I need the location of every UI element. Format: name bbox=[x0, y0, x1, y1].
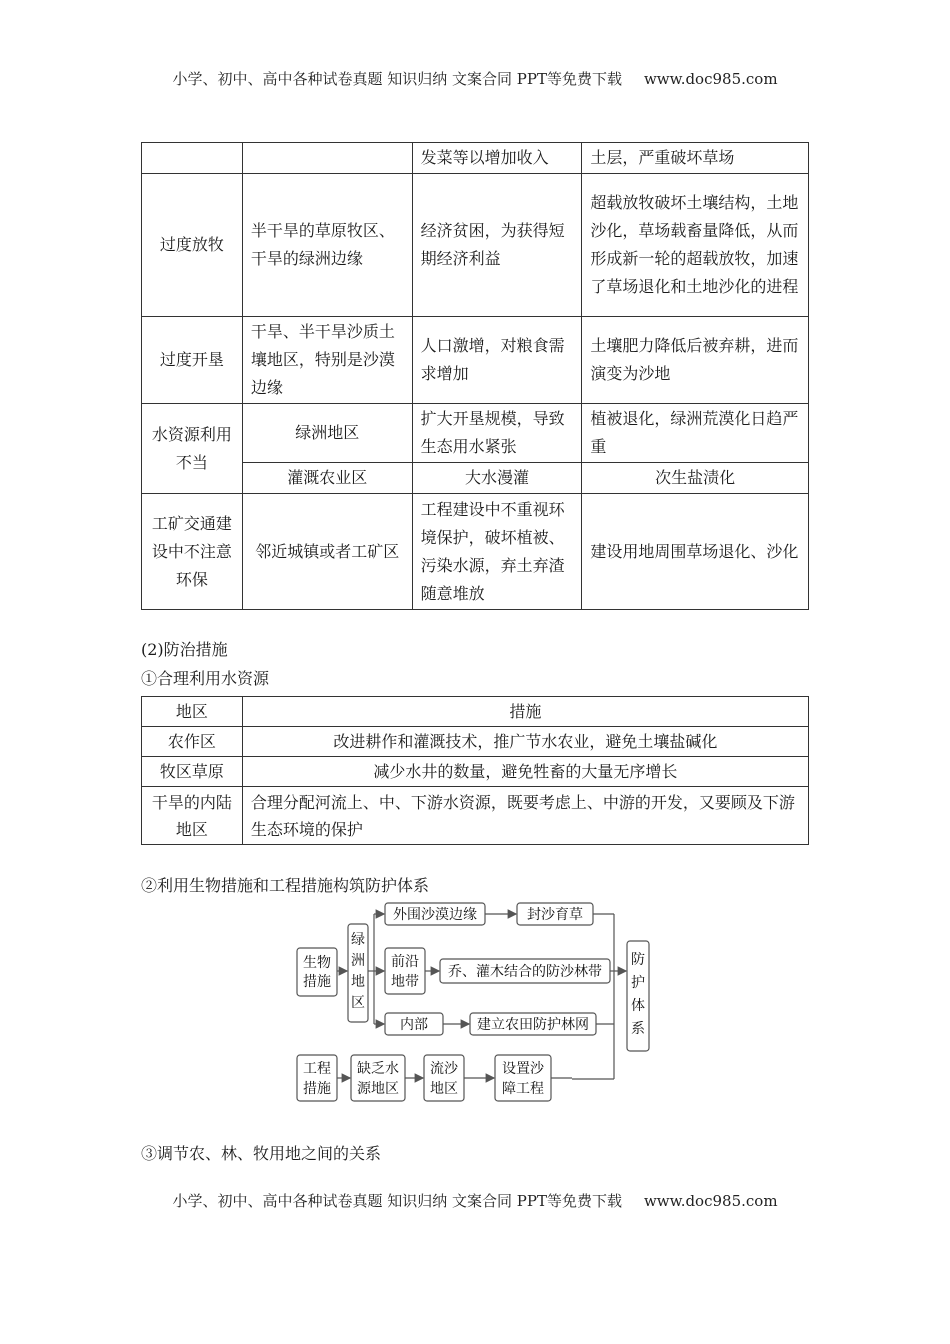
inner-text: 内部 bbox=[400, 1017, 428, 1033]
cell-reason: 人口激增，对粮食需求增加 bbox=[412, 317, 582, 404]
page-header bbox=[0, 68, 950, 89]
lack-water-text-1: 缺乏水 bbox=[357, 1061, 399, 1077]
table-row bbox=[142, 787, 809, 845]
cell-impact: 土壤肥力降低后被弃耕，进而演变为沙地 bbox=[582, 317, 809, 404]
cell-region: 灌溉农业区 bbox=[242, 463, 412, 494]
table-row bbox=[142, 757, 809, 787]
cell-region: 邻近城镇或者工矿区 bbox=[242, 494, 412, 610]
table-row bbox=[142, 317, 809, 404]
table-row bbox=[142, 404, 809, 463]
outer-edge-text: 外围沙漠边缘 bbox=[393, 907, 477, 923]
farmland-net-text: 建立农田防护林网 bbox=[477, 1017, 589, 1033]
table-row bbox=[142, 494, 809, 610]
sys-char-4: 系 bbox=[631, 1021, 645, 1037]
cell-impact: 次生盐渍化 bbox=[582, 463, 809, 494]
front-text-1: 前沿 bbox=[391, 954, 419, 970]
eng-text-1: 工程 bbox=[303, 1061, 331, 1077]
cell-cause: 工矿交通建设中不注意环保 bbox=[142, 494, 243, 610]
cell-impact: 土层，严重破坏草场 bbox=[582, 143, 809, 174]
cell-reason: 经济贫困，为获得短期经济利益 bbox=[412, 174, 582, 317]
header-text: 小学、初中、高中各种试卷真题 知识归纳 文案合同 PPT等免费下载 bbox=[172, 70, 622, 88]
oasis-char-2: 洲 bbox=[351, 953, 365, 969]
oasis-char-4: 区 bbox=[351, 995, 365, 1011]
cell-measure: 减少水井的数量，避免牲畜的大量无序增长 bbox=[242, 757, 808, 787]
header-region: 地区 bbox=[142, 697, 243, 727]
page-footer bbox=[0, 1190, 950, 1211]
front-text-2: 地带 bbox=[391, 974, 419, 990]
oasis-char-3: 地 bbox=[351, 974, 365, 990]
bio-text-1: 生物 bbox=[303, 955, 331, 971]
table-row bbox=[142, 727, 809, 757]
cell-region: 农作区 bbox=[142, 727, 243, 757]
cell-reason: 大水漫灌 bbox=[412, 463, 582, 494]
sand-barrier-text-2: 障工程 bbox=[502, 1081, 544, 1097]
sys-char-2: 护 bbox=[631, 975, 645, 991]
forest-belt-text: 乔、灌木结合的防沙林带 bbox=[448, 964, 602, 980]
lack-water-text-2: 源地区 bbox=[357, 1081, 399, 1097]
subsection-heading-protection: ②利用生物措施和工程措施构筑防护体系 bbox=[141, 876, 430, 895]
cell-impact: 建设用地周围草场退化、沙化 bbox=[582, 494, 809, 610]
table-header-row bbox=[142, 697, 809, 727]
cell-region: 牧区草原 bbox=[142, 757, 243, 787]
quicksand-text-1: 流沙 bbox=[430, 1061, 458, 1077]
footer-text: 小学、初中、高中各种试卷真题 知识归纳 文案合同 PPT等免费下载 bbox=[172, 1192, 622, 1210]
quicksand-text-2: 地区 bbox=[430, 1081, 458, 1097]
table-row bbox=[142, 174, 809, 317]
footer-url: www.doc985.com bbox=[643, 1192, 778, 1210]
cell-reason: 扩大开垦规模，导致生态用水紧张 bbox=[412, 404, 582, 463]
sys-char-1: 防 bbox=[631, 952, 645, 968]
cell-impact: 植被退化，绿洲荒漠化日趋严重 bbox=[582, 404, 809, 463]
causes-table bbox=[141, 142, 809, 610]
cell-cause: 水资源利用不当 bbox=[142, 404, 243, 494]
cell-cause: 过度放牧 bbox=[142, 174, 243, 317]
cell-reason: 发菜等以增加收入 bbox=[412, 143, 582, 174]
cell-impact: 超载放牧破坏土壤结构，土地沙化，草场载畜量降低，从而形成新一轮的超载放牧，加速了草场退化和土地沙化的进程 bbox=[582, 174, 809, 317]
cell-cause: 过度开垦 bbox=[142, 317, 243, 404]
eng-text-2: 措施 bbox=[303, 1081, 331, 1097]
bio-text-2: 措施 bbox=[303, 974, 331, 990]
header-measure: 措施 bbox=[242, 697, 808, 727]
sys-char-3: 体 bbox=[631, 998, 645, 1014]
protection-flow-diagram bbox=[290, 898, 660, 1108]
cell-reason: 工程建设中不重视环境保护，破坏植被、污染水源，弃土弃渣随意堆放 bbox=[412, 494, 582, 610]
subsection-heading-landuse: ③调节农、林、牧用地之间的关系 bbox=[141, 1144, 382, 1163]
cell-cause bbox=[142, 143, 243, 174]
section-heading: (2)防治措施 bbox=[141, 640, 228, 659]
cell-region: 半干旱的草原牧区、干旱的绿洲边缘 bbox=[242, 174, 412, 317]
cell-region: 绿洲地区 bbox=[242, 404, 412, 463]
cell-measure: 改进耕作和灌溉技术，推广节水农业，避免土壤盐碱化 bbox=[242, 727, 808, 757]
grass-text: 封沙育草 bbox=[527, 907, 583, 923]
table-row bbox=[142, 463, 809, 494]
oasis-char-1: 绿 bbox=[351, 932, 365, 948]
table-row bbox=[142, 143, 809, 174]
subsection-heading-water: ①合理利用水资源 bbox=[141, 669, 270, 688]
header-url: www.doc985.com bbox=[643, 70, 778, 88]
cell-region: 干旱的内陆地区 bbox=[142, 787, 243, 845]
sand-barrier-text-1: 设置沙 bbox=[502, 1061, 544, 1077]
cell-region bbox=[242, 143, 412, 174]
water-table bbox=[141, 696, 809, 845]
cell-region: 干旱、半干旱沙质土壤地区，特别是沙漠边缘 bbox=[242, 317, 412, 404]
cell-measure: 合理分配河流上、中、下游水资源，既要考虑上、中游的开发，又要顾及下游生态环境的保护 bbox=[242, 787, 808, 845]
